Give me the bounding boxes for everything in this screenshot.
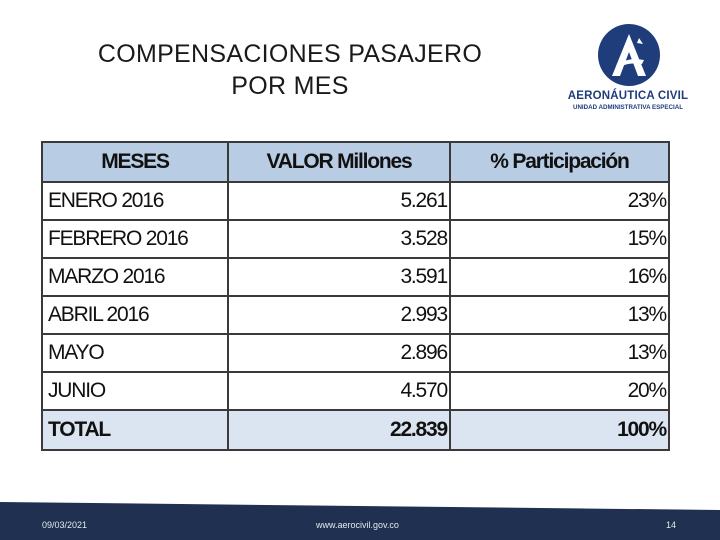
cell-mes: MARZO 2016 [42, 258, 228, 296]
cell-total-label: TOTAL [42, 410, 228, 450]
cell-valor: 3.591 [228, 258, 450, 296]
footer-wedge [0, 502, 720, 510]
header-valor: VALOR Millones [228, 142, 450, 182]
table-row [42, 334, 669, 372]
table-header-row [42, 142, 669, 182]
cell-valor: 3.528 [228, 220, 450, 258]
table-row [42, 258, 669, 296]
cell-participacion: 15% [450, 220, 669, 258]
cell-mes: MAYO [42, 334, 228, 372]
cell-participacion: 16% [450, 258, 669, 296]
table-row [42, 372, 669, 410]
cell-mes: ENERO 2016 [42, 182, 228, 220]
cell-valor: 4.570 [228, 372, 450, 410]
aeronautica-a-icon [598, 24, 660, 86]
table-row [42, 220, 669, 258]
cell-total-participacion: 100% [450, 410, 669, 450]
table-row [42, 296, 669, 334]
cell-mes: FEBRERO 2016 [42, 220, 228, 258]
footer-date: 09/03/2021 [42, 520, 88, 530]
logo-name: AERONÁUTICA CIVIL [567, 90, 689, 102]
footer-bar [0, 502, 720, 540]
cell-participacion: 20% [450, 372, 669, 410]
table-row [42, 182, 669, 220]
cell-participacion: 13% [450, 334, 669, 372]
slide-title-line-1: COMPENSACIONES PASAJERO [97, 40, 483, 68]
cell-valor: 2.896 [228, 334, 450, 372]
slide-title [60, 38, 520, 102]
table-total-row [42, 410, 669, 450]
footer-website: www.aerocivil.gov.co [316, 520, 399, 530]
header-meses: MESES [42, 142, 228, 182]
cell-total-valor: 22.839 [228, 410, 450, 450]
cell-mes: ABRIL 2016 [42, 296, 228, 334]
logo-subtitle: UNIDAD ADMINISTRATIVA ESPECIAL [573, 104, 683, 111]
slide-title-line-2: POR MES [231, 72, 349, 100]
cell-mes: JUNIO [42, 372, 228, 410]
cell-participacion: 23% [450, 182, 669, 220]
cell-valor: 5.261 [228, 182, 450, 220]
cell-valor: 2.993 [228, 296, 450, 334]
compensaciones-table [41, 141, 670, 451]
footer-page-number: 14 [666, 520, 677, 530]
cell-participacion: 13% [450, 296, 669, 334]
aerocivil-logo [566, 24, 690, 116]
header-participacion: % Participación [450, 142, 669, 182]
